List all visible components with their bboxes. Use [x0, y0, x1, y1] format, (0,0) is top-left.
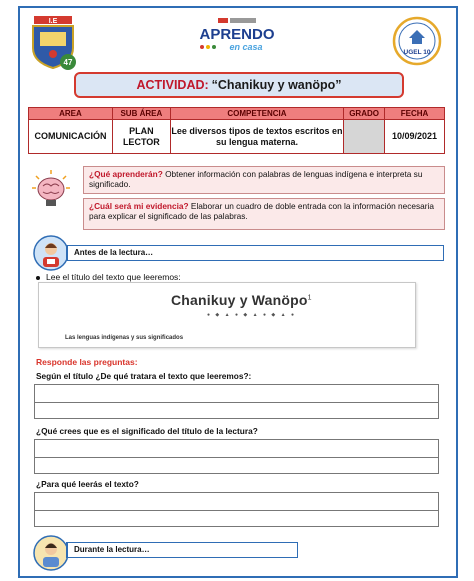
table-row — [29, 120, 445, 154]
reading-title-card — [38, 282, 416, 348]
learn-text: Obtener información con palabras de lenguas indígena e interpreta su significado. — [89, 169, 423, 190]
header-competencia: COMPETENCIA — [170, 108, 343, 120]
header-grado: GRADO — [344, 108, 385, 120]
evidence-text: Elaborar un cuadro de doble entrada con la información necesaria para explicar el significado de las palabras. — [89, 201, 434, 222]
bullet-dot — [36, 276, 40, 280]
cell-fecha: 10/09/2021 — [385, 120, 445, 154]
section-antes-heading: Antes de la lectura… — [68, 245, 444, 261]
svg-text:47: 47 — [63, 58, 73, 67]
header-area: AREA — [29, 108, 113, 120]
cell-grado — [344, 120, 385, 154]
cell-area: COMUNICACIÓN — [29, 120, 113, 154]
activity-label: ACTIVIDAD: — [136, 78, 209, 92]
ugel-logo — [392, 16, 442, 66]
bullet-instruction — [36, 272, 181, 282]
svg-text:en casa: en casa — [229, 42, 263, 52]
learning-objective — [83, 166, 445, 194]
svg-text:APRENDO: APRENDO — [199, 26, 275, 43]
evidence-objective — [83, 198, 445, 230]
reading-title: Chanikuy y Wanöpo$^1$ — [171, 292, 312, 308]
student-avatar-icon — [32, 534, 70, 572]
reading-subtitle: Las lenguas indígenas y sus significados — [65, 335, 184, 341]
reading-decoration: ● ◆ ▲ ● ◆ ▲ ● ◆ ▲ ● — [207, 312, 296, 318]
question-2: ¿Qué crees que es el significado del título de la lectura? — [36, 426, 258, 436]
cell-competencia: Lee diversos tipos de textos escritos en su lengua materna. — [170, 120, 343, 154]
evidence-label: ¿Cuál será mi evidencia? — [89, 201, 189, 211]
answer-box-2[interactable] — [34, 439, 439, 474]
info-table — [28, 107, 445, 154]
header-sub-area: SUB ÁREA — [112, 108, 170, 120]
school-logo — [28, 14, 78, 72]
brain-icon — [30, 168, 72, 210]
activity-title — [74, 72, 404, 98]
activity-name: “Chanikuy y wanöpo” — [211, 78, 342, 92]
bullet-text: Lee el título del texto que leeremos: — [46, 272, 181, 282]
table-header-row — [29, 108, 445, 120]
learn-label: ¿Qué aprenderán? — [89, 169, 163, 179]
aprendo-en-casa-logo — [178, 18, 296, 56]
student-avatar-icon — [32, 234, 70, 272]
answer-box-1[interactable] — [34, 384, 439, 419]
reading-footnote: 1 — [307, 294, 312, 302]
section-durante-heading: Durante la lectura… — [68, 542, 298, 558]
svg-text:UGEL 10: UGEL 10 — [403, 49, 431, 56]
header-fecha: FECHA — [385, 108, 445, 120]
question-1: Según el título ¿De qué tratara el texto que leeremos?: — [36, 371, 252, 381]
svg-text:I.E: I.E — [48, 18, 58, 25]
answer-box-3[interactable] — [34, 492, 439, 527]
question-3: ¿Para qué leerás el texto? — [36, 479, 139, 489]
questions-heading: Responde las preguntas: — [36, 357, 138, 367]
cell-sub-area: PLAN LECTOR — [112, 120, 170, 154]
